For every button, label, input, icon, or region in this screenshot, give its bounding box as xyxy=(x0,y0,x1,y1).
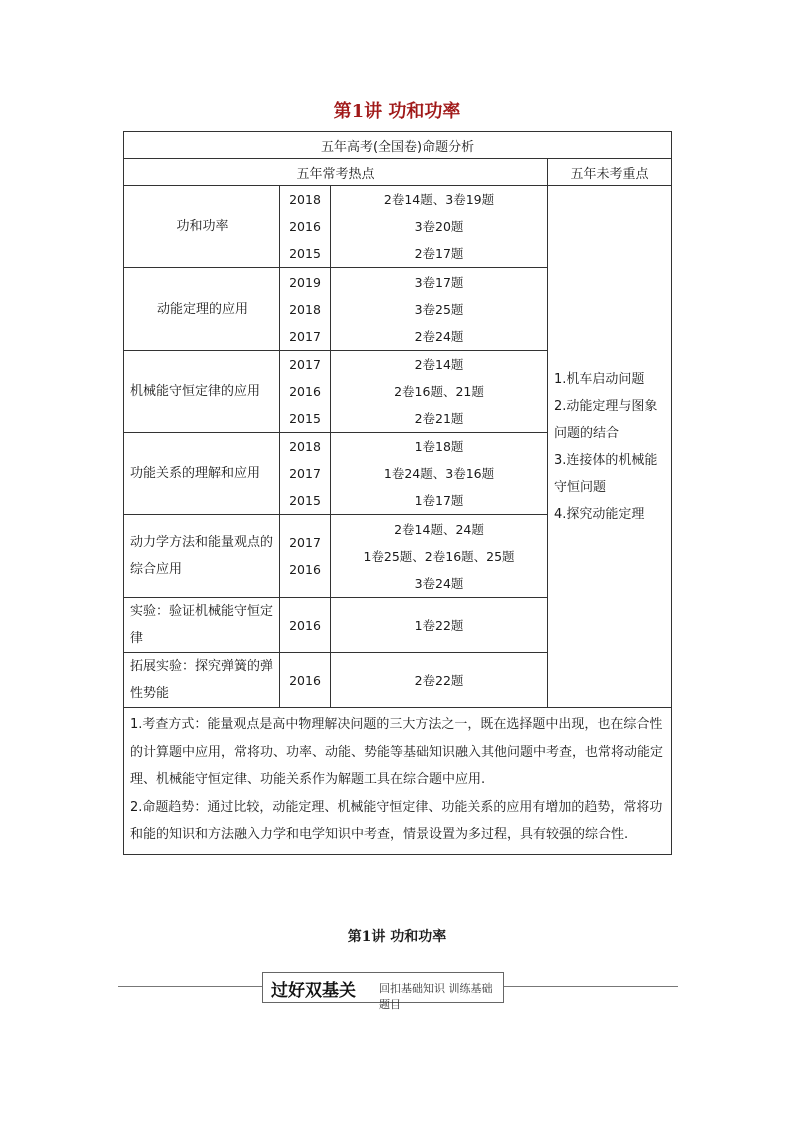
topic-cell: 实验：验证机械能守恒定律 xyxy=(124,598,280,653)
note-paragraph: 2.命题趋势：通过比较，动能定理、机械能守恒定律、功能关系的应用有增加的趋势，常将功和能的知识和方法融入力学和电学知识中考查，情景设置为多过程，具有较强的综合性. xyxy=(130,799,663,842)
problems-cell: 2卷14题、3卷19题 3卷20题 2卷17题 xyxy=(331,186,548,268)
years-cell: 2019 2018 2017 xyxy=(280,268,331,351)
problems-cell: 2卷14题、24题 1卷25题、2卷16题、25题 3卷24题 xyxy=(331,515,548,598)
years-cell: 2018 2016 2015 xyxy=(280,186,331,268)
problems-cell: 1卷22题 xyxy=(331,598,548,653)
topic-cell: 功和功率 xyxy=(124,186,280,268)
focus-item: 4.探究动能定理 xyxy=(554,506,645,522)
focus-item: 3.连接体的机械能守恒问题 xyxy=(554,452,658,495)
notes-cell xyxy=(124,708,672,855)
banner-divider-right xyxy=(502,986,678,987)
table-header-focus: 五年未考重点 xyxy=(548,159,672,186)
years-cell: 2016 xyxy=(280,598,331,653)
section-banner xyxy=(262,972,504,1011)
banner-title: 过好双基关 xyxy=(271,981,356,1001)
problems-cell: 1卷18题 1卷24题、3卷16题 1卷17题 xyxy=(331,433,548,515)
banner-divider-left xyxy=(118,986,263,987)
table-header-hot: 五年常考热点 xyxy=(124,159,548,186)
years-cell: 2017 2016 2015 xyxy=(280,351,331,433)
topic-cell: 动能定理的应用 xyxy=(124,268,280,351)
notes-row xyxy=(124,708,672,855)
table-header-main: 五年高考(全国卷)命题分析 xyxy=(124,132,672,159)
note-paragraph: 1.考查方式：能量观点是高中物理解决问题的三大方法之一，既在选择题中出现，也在综合性的计算题中应用，常将功、功率、动能、势能等基础知识融入其他问题中考查，也常将动能定理、机械能守恒定律、功能关系作为解题工具在综合题中应用. xyxy=(130,717,664,787)
topic-cell: 机械能守恒定律的应用 xyxy=(124,351,280,433)
topic-cell: 拓展实验：探究弹簧的弹性势能 xyxy=(124,653,280,708)
section-subtitle: 第1讲 功和功率 xyxy=(347,929,447,945)
topic-cell: 动力学方法和能量观点的综合应用 xyxy=(124,515,280,598)
years-cell: 2017 2016 xyxy=(280,515,331,598)
page-title: 第1讲 功和功率 xyxy=(333,101,461,122)
years-cell: 2016 xyxy=(280,653,331,708)
banner-subtitle: 回扣基础知识 训练基础题目 xyxy=(379,982,493,1011)
focus-item: 1.机车启动问题 xyxy=(554,371,645,387)
problems-cell: 3卷17题 3卷25题 2卷24题 xyxy=(331,268,548,351)
problems-cell: 2卷22题 xyxy=(331,653,548,708)
problems-cell: 2卷14题 2卷16题、21题 2卷21题 xyxy=(331,351,548,433)
focus-cell xyxy=(548,186,672,708)
years-cell: 2018 2017 2015 xyxy=(280,433,331,515)
analysis-table xyxy=(123,131,672,855)
topic-cell: 功能关系的理解和应用 xyxy=(124,433,280,515)
focus-item: 2.动能定理与图象问题的结合 xyxy=(554,398,658,441)
table-row xyxy=(124,186,672,268)
